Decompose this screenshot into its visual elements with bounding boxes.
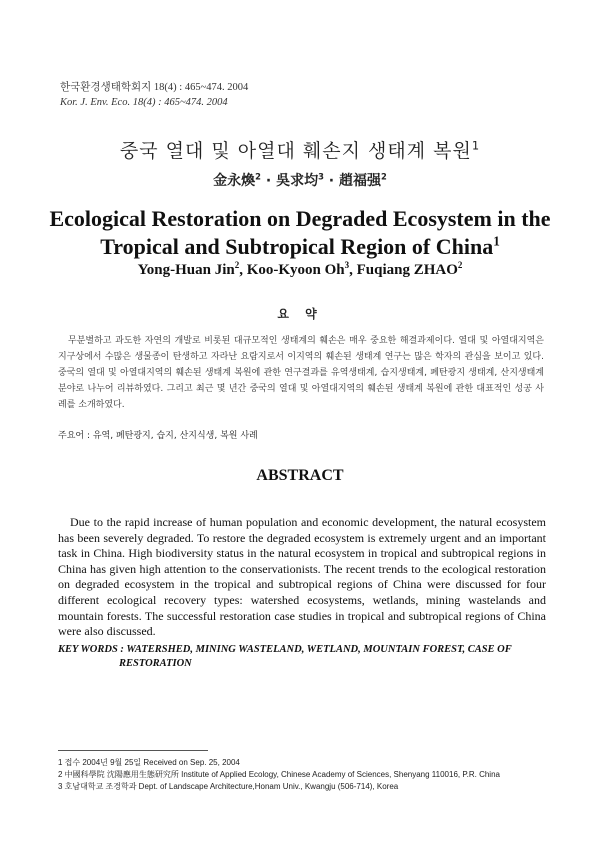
- author-en-1: Yong-Huan Jin: [137, 262, 235, 278]
- footnote-3: 3 호남대학교 조경학과 Dept. of Landscape Architecture,Honam Univ., Kwangju (506-714), Korea: [58, 782, 399, 791]
- korean-keywords-label: 주요어 :: [58, 431, 90, 441]
- author-kr-1: 金永煥: [213, 173, 256, 189]
- author-separator: ·: [265, 173, 272, 189]
- english-author-list: Yong-Huan Jin$^2$, Koo-Kyoon Oh$^3$, Fuqiang ZHAO$^2$: [137, 260, 463, 278]
- footnote-2: 2 中國科學院 沈陽應用生態研究所 Institute of Applied Ecology, Chinese Academy of Sciences, Shenyang 110016, P.R. China: [58, 770, 500, 779]
- korean-title: [0, 136, 600, 163]
- english-title-line-2: Tropical and Subtropical Region of China: [100, 234, 494, 259]
- english-abstract-body: Due to the rapid increase of human population and economic development, the natural ecosystem has been severely degraded. To restore the degraded ecosystem is extremely urgent and an important task in China. High biodiversity status in the natural ecosystem in tropical and subtropical regions in China has given high attention to the conservationists. The recent trends to the ecological restoration on degraded ecosystem in the tropical and subtropical regions of China were discussed for four different ecological recovery types: watershed ecosystems, wetlands, mining wastelands and mountain forests. The successful restoration case studies in tropical and subtropical regions of China were also discussed.: [58, 515, 546, 639]
- english-title: [0, 205, 600, 261]
- author-kr-2: 吳求均: [276, 173, 319, 189]
- author-kr-3-affiliation: 2: [380, 171, 387, 182]
- english-keywords-label: KEY WORDS :: [58, 644, 124, 655]
- korean-title-footnote-mark: 1: [471, 138, 481, 153]
- author-separator: ·: [328, 173, 335, 189]
- author-en-1-affiliation: 2: [234, 260, 240, 270]
- journal-citation-kr: 한국환경생태학회지 18(4) : 465~474. 2004: [60, 82, 249, 93]
- korean-keywords: [58, 428, 544, 441]
- author-en-3: Fuqiang ZHAO: [356, 262, 458, 278]
- english-title-footnote-mark: 1: [493, 233, 500, 249]
- author-en-3-affiliation: 2: [457, 260, 463, 270]
- english-keywords-line-1: WATERSHED, MINING WASTELAND, WETLAND, MOUNTAIN FOREST, CASE OF: [126, 644, 512, 655]
- footnotes: [58, 757, 548, 793]
- korean-title-text: 중국 열대 및 아열대 훼손지 생태계 복원: [119, 140, 472, 162]
- author-kr-1-affiliation: 2: [255, 171, 261, 182]
- author-en-2-affiliation: 3: [344, 260, 350, 270]
- author-en-2: Koo-Kyoon Oh: [246, 262, 345, 278]
- english-title-line-1: Ecological Restoration on Degraded Ecosystem in the: [49, 206, 551, 231]
- korean-author-list: [0, 170, 600, 190]
- journal-citation-en: Kor. J. Env. Eco. 18(4) : 465~474. 2004: [60, 97, 228, 108]
- journal-header: [60, 80, 248, 110]
- footnote-divider: [58, 750, 208, 751]
- author-kr-2-affiliation: 3: [318, 171, 324, 182]
- korean-abstract-heading: 요 약: [277, 307, 323, 321]
- english-keywords: [58, 643, 550, 671]
- english-keywords-line-2: RESTORATION: [119, 658, 192, 669]
- korean-keywords-list: 유역, 폐탄광지, 습지, 산지식생, 복원 사례: [92, 431, 258, 441]
- korean-abstract-body: 무분별하고 과도한 자연의 개발로 비롯된 대규모적인 생태계의 훼손은 매우 중요한 해결과제이다. 열대 및 아열대지역은 지구상에서 수많은 생물종이 탄생하고 자라난 요람지로서 이지역의 훼손된 생태계 연구는 많은 학자의 관심을 보이고 있다. 중국의 열대 및 아열대지역의 훼손된 생태계 복원에 관한 연구결과를 유역생태계, 습지생태계, 폐탄광지 생태계, 산지생태계 분야로 나누어 리뷰하였다. 그리고 최근 몇 년간 중국의 열대 및 아열대지역의 훼손된 생태계 복원에 관한 대표적인 성공 사례를 소개하였다.: [58, 336, 544, 410]
- author-kr-3: 趙福强: [338, 173, 381, 189]
- footnote-1: 1 접수 2004년 9월 25일 Received on Sep. 25, 2004: [58, 758, 240, 767]
- abstract-heading: ABSTRACT: [256, 467, 344, 484]
